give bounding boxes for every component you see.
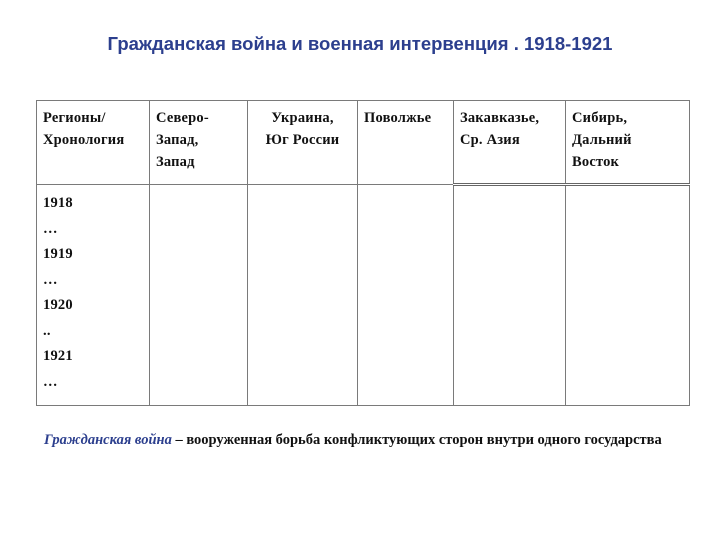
header-ukraine	[248, 101, 358, 185]
header-line: Хронология	[43, 132, 125, 148]
header-line: Ср. Азия	[460, 132, 520, 148]
header-line: Поволжье	[364, 110, 432, 126]
header-regions-chronology	[37, 101, 150, 185]
header-line: Дальний	[572, 132, 632, 148]
definition-text: – вооруженная борьба конфликтующих сторон внутри одного государства	[171, 432, 662, 448]
empty-cell-ukraine	[248, 185, 358, 406]
table-header-row	[37, 101, 690, 185]
definition	[44, 429, 684, 451]
header-line: Украина,	[271, 110, 334, 126]
header-transcaucasia	[454, 101, 566, 185]
ellipsis: …	[43, 220, 58, 237]
year-label: 1921	[43, 348, 73, 364]
ellipsis: …	[43, 271, 58, 288]
header-line: Запад,	[156, 132, 199, 148]
year-label: 1920	[43, 297, 73, 313]
empty-cell-transcaucasia	[454, 185, 566, 406]
ellipsis: ..	[43, 322, 51, 339]
year-label: 1919	[43, 246, 73, 262]
header-line: Закавказье,	[460, 110, 540, 126]
ellipsis: …	[43, 373, 58, 390]
header-line: Юг России	[265, 132, 340, 148]
header-line: Восток	[572, 154, 620, 170]
definition-term: Гражданская война	[44, 432, 172, 448]
empty-cell-siberia	[566, 185, 690, 406]
regions-table	[36, 100, 690, 406]
header-line: Сибирь,	[572, 110, 628, 126]
header-north-west	[150, 101, 248, 185]
header-line: Северо-	[156, 110, 209, 126]
header-line: Запад	[156, 154, 195, 170]
table-row	[37, 185, 690, 406]
empty-cell-north-west	[150, 185, 248, 406]
header-line: Регионы/	[43, 110, 106, 126]
empty-cell-volga	[358, 185, 454, 406]
year-label: 1918	[43, 195, 73, 211]
chronology-cell	[37, 185, 150, 406]
header-siberia	[566, 101, 690, 185]
header-volga	[358, 101, 454, 185]
page-title: Гражданская война и военная интервенция . 1918-1921	[107, 33, 613, 54]
